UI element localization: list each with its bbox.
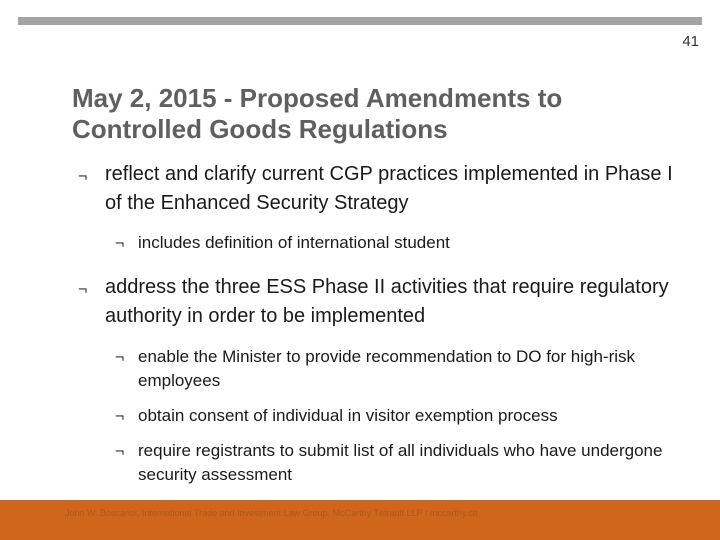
- footer-bar: [0, 500, 720, 540]
- top-divider-bar: [18, 17, 702, 25]
- sub-bullet-text: enable the Minister to provide recommendation to DO for high-risk employees: [138, 347, 636, 390]
- slide-title: May 2, 2015 - Proposed Amendments to Controlled Goods Regulations: [72, 83, 563, 144]
- bullet-icon: ¬: [115, 408, 125, 425]
- bullet-text: reflect and clarify current CGP practices implemented in Phase I of the Enhanced Security Strategy: [105, 163, 673, 214]
- bullet-icon: ¬: [78, 281, 88, 298]
- sub-bullet-item: [72, 345, 692, 393]
- bullet-icon: ¬: [115, 349, 125, 366]
- bullet-icon: ¬: [115, 235, 125, 252]
- footer-credit: John W. Boscariol, International Trade and Investment Law Group, McCarthy Tétrault LLP / mccarthy.ca: [65, 508, 478, 518]
- sub-bullet-text: includes definition of international student: [138, 233, 450, 252]
- sub-bullet-text: require registrants to submit list of all individuals who have undergone security assessment: [138, 441, 663, 484]
- sub-bullet-item: [72, 231, 692, 255]
- bullet-item: [72, 273, 692, 331]
- bullet-icon: ¬: [115, 443, 125, 460]
- page-number: 41: [682, 33, 699, 50]
- bullet-text: address the three ESS Phase II activities that require regulatory authority in order to be implemented: [105, 276, 669, 327]
- bullet-list: [72, 160, 692, 487]
- sub-bullet-item: [72, 404, 692, 428]
- bullet-icon: ¬: [78, 168, 88, 185]
- bullet-item: [72, 160, 692, 218]
- sub-bullet-text: obtain consent of individual in visitor exemption process: [138, 406, 558, 425]
- sub-bullet-item: [72, 439, 692, 487]
